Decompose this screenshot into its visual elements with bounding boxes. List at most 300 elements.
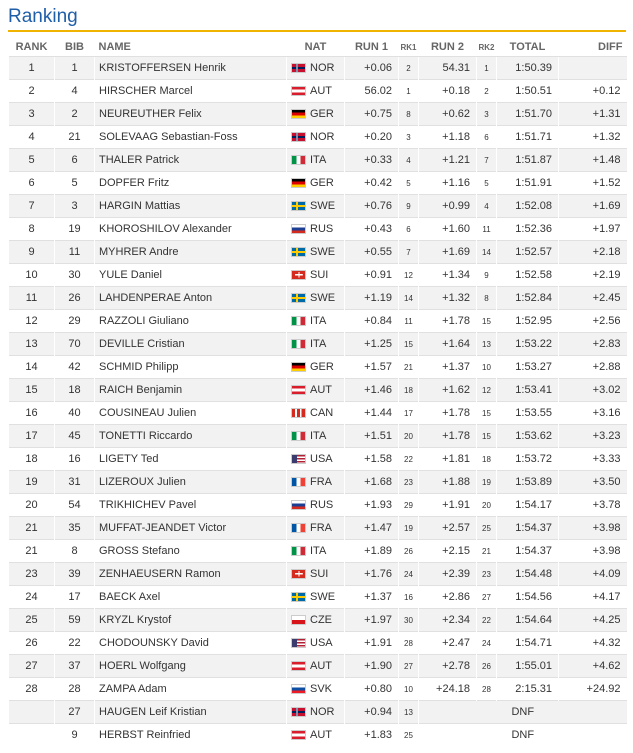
table-row[interactable] bbox=[9, 655, 627, 678]
run2-cell: +1.21 bbox=[419, 149, 477, 172]
run1-cell: +1.76 bbox=[345, 563, 399, 586]
rk2-cell: 10 bbox=[477, 356, 497, 379]
nat-cell bbox=[287, 494, 345, 517]
athlete-name-link[interactable]: KHOROSHILOV Alexander bbox=[95, 218, 287, 241]
nat-cell bbox=[287, 724, 345, 747]
rk1-cell: 27 bbox=[399, 655, 419, 678]
rk1-cell: 4 bbox=[399, 149, 419, 172]
nat-code: CZE bbox=[310, 614, 332, 626]
flag-icon bbox=[291, 684, 306, 694]
rk2-cell: 20 bbox=[477, 494, 497, 517]
nat-cell bbox=[287, 57, 345, 80]
rk2-cell: 21 bbox=[477, 540, 497, 563]
nat-cell bbox=[287, 425, 345, 448]
flag-icon bbox=[291, 132, 306, 142]
bib-cell: 42 bbox=[55, 356, 95, 379]
run1-cell: +0.94 bbox=[345, 701, 399, 724]
athlete-name-link[interactable]: SOLEVAAG Sebastian-Foss bbox=[95, 126, 287, 149]
run2-cell: +1.62 bbox=[419, 379, 477, 402]
rk1-cell: 18 bbox=[399, 379, 419, 402]
athlete-name-link[interactable]: TRIKHICHEV Pavel bbox=[95, 494, 287, 517]
diff-cell: +1.52 bbox=[559, 172, 627, 195]
rk2-cell: 7 bbox=[477, 149, 497, 172]
bib-cell: 17 bbox=[55, 586, 95, 609]
nat-code: GER bbox=[310, 177, 334, 189]
diff-cell: +3.33 bbox=[559, 448, 627, 471]
athlete-name-link[interactable]: RAZZOLI Giuliano bbox=[95, 310, 287, 333]
flag-icon bbox=[291, 247, 306, 257]
rank-cell: 21 bbox=[9, 540, 55, 563]
flag-icon bbox=[291, 109, 306, 119]
rk2-cell: 23 bbox=[477, 563, 497, 586]
nat-cell bbox=[287, 563, 345, 586]
rk1-cell: 22 bbox=[399, 448, 419, 471]
nat-cell bbox=[287, 632, 345, 655]
table-row[interactable] bbox=[9, 264, 627, 287]
nat-cell bbox=[287, 586, 345, 609]
run2-cell: +1.88 bbox=[419, 471, 477, 494]
rk1-cell: 12 bbox=[399, 264, 419, 287]
rk1-cell: 8 bbox=[399, 103, 419, 126]
nat-code: SWE bbox=[310, 591, 336, 603]
athlete-name-link[interactable]: GROSS Stefano bbox=[95, 540, 287, 563]
rk2-cell: 15 bbox=[477, 310, 497, 333]
rk1-cell: 26 bbox=[399, 540, 419, 563]
rk1-cell: 19 bbox=[399, 517, 419, 540]
nat-code: GER bbox=[310, 361, 334, 373]
athlete-name-link[interactable]: HERBST Reinfried bbox=[95, 724, 287, 747]
rk2-cell: 4 bbox=[477, 195, 497, 218]
run1-cell: +1.97 bbox=[345, 609, 399, 632]
rank-cell: 16 bbox=[9, 402, 55, 425]
athlete-name-link[interactable]: KRISTOFFERSEN Henrik bbox=[95, 57, 287, 80]
bib-cell: 30 bbox=[55, 264, 95, 287]
athlete-name-link[interactable]: LIGETY Ted bbox=[95, 448, 287, 471]
run1-cell: +0.55 bbox=[345, 241, 399, 264]
table-row[interactable] bbox=[9, 379, 627, 402]
nat-cell bbox=[287, 701, 345, 724]
rk1-cell: 11 bbox=[399, 310, 419, 333]
bib-cell: 21 bbox=[55, 126, 95, 149]
rk1-cell: 15 bbox=[399, 333, 419, 356]
rk1-cell: 20 bbox=[399, 425, 419, 448]
header-bib[interactable]: BIB bbox=[65, 41, 84, 53]
run2-cell: +1.78 bbox=[419, 310, 477, 333]
flag-icon bbox=[291, 86, 306, 96]
nat-code: NOR bbox=[310, 706, 335, 718]
run2-cell: +2.34 bbox=[419, 609, 477, 632]
flag-icon bbox=[291, 592, 306, 602]
nat-code: CAN bbox=[310, 407, 334, 419]
athlete-name-link[interactable]: KRYZL Krystof bbox=[95, 609, 287, 632]
table-row[interactable] bbox=[9, 310, 627, 333]
nat-code: ITA bbox=[310, 338, 327, 350]
nat-code: ITA bbox=[310, 154, 327, 166]
rk2-cell: 24 bbox=[477, 632, 497, 655]
bib-cell: 22 bbox=[55, 632, 95, 655]
flag-icon bbox=[291, 155, 306, 165]
flag-icon bbox=[291, 431, 306, 441]
athlete-name-link[interactable]: MUFFAT-JEANDET Victor bbox=[95, 517, 287, 540]
rank-cell: 25 bbox=[9, 609, 55, 632]
rk2-cell: 15 bbox=[477, 425, 497, 448]
bib-cell: 16 bbox=[55, 448, 95, 471]
nat-cell bbox=[287, 402, 345, 425]
run2-cell: +2.57 bbox=[419, 517, 477, 540]
run2-cell: +0.99 bbox=[419, 195, 477, 218]
nat-cell bbox=[287, 80, 345, 103]
diff-cell: +2.88 bbox=[559, 356, 627, 379]
table-row[interactable] bbox=[9, 356, 627, 379]
diff-cell: +4.25 bbox=[559, 609, 627, 632]
nat-cell bbox=[287, 517, 345, 540]
total-cell: 1:54.56 bbox=[497, 586, 559, 609]
athlete-name-link[interactable]: ZENHAEUSERN Ramon bbox=[95, 563, 287, 586]
nat-code: ITA bbox=[310, 430, 327, 442]
nat-code: USA bbox=[310, 637, 333, 649]
table-body bbox=[9, 57, 627, 747]
rank-cell: 18 bbox=[9, 448, 55, 471]
athlete-name-link[interactable]: NEUREUTHER Felix bbox=[95, 103, 287, 126]
rk1-cell: 7 bbox=[399, 241, 419, 264]
total-cell: 1:51.91 bbox=[497, 172, 559, 195]
total-cell: 1:52.36 bbox=[497, 218, 559, 241]
rk2-cell: 19 bbox=[477, 471, 497, 494]
table-row[interactable] bbox=[9, 540, 627, 563]
run1-cell: +1.93 bbox=[345, 494, 399, 517]
nat-code: USA bbox=[310, 453, 333, 465]
rank-cell: 17 bbox=[9, 425, 55, 448]
run2-cell: +1.69 bbox=[419, 241, 477, 264]
table-row[interactable] bbox=[9, 724, 627, 747]
header-total[interactable]: TOTAL bbox=[509, 41, 546, 53]
flag-icon bbox=[291, 477, 306, 487]
athlete-name-link[interactable]: DEVILLE Cristian bbox=[95, 333, 287, 356]
nat-cell bbox=[287, 333, 345, 356]
bib-cell: 18 bbox=[55, 379, 95, 402]
total-cell: 1:53.55 bbox=[497, 402, 559, 425]
nat-cell bbox=[287, 218, 345, 241]
diff-cell: +3.16 bbox=[559, 402, 627, 425]
table-row[interactable] bbox=[9, 609, 627, 632]
nat-cell bbox=[287, 195, 345, 218]
run1-cell: +1.47 bbox=[345, 517, 399, 540]
run2-cell: +1.78 bbox=[419, 402, 477, 425]
run2-cell: +1.81 bbox=[419, 448, 477, 471]
bib-cell: 8 bbox=[55, 540, 95, 563]
rank-cell: 9 bbox=[9, 241, 55, 264]
flag-icon bbox=[291, 178, 306, 188]
athlete-name-link[interactable]: DOPFER Fritz bbox=[95, 172, 287, 195]
athlete-name-link[interactable]: COUSINEAU Julien bbox=[95, 402, 287, 425]
rank-cell: 5 bbox=[9, 149, 55, 172]
nat-cell bbox=[287, 103, 345, 126]
table-row[interactable] bbox=[9, 103, 627, 126]
header-diff[interactable]: DIFF bbox=[598, 41, 623, 53]
total-cell: 1:51.70 bbox=[497, 103, 559, 126]
athlete-name-link[interactable]: SCHMID Philipp bbox=[95, 356, 287, 379]
table-row[interactable] bbox=[9, 701, 627, 724]
rk1-cell: 17 bbox=[399, 402, 419, 425]
total-cell: 1:52.95 bbox=[497, 310, 559, 333]
nat-code: SVK bbox=[310, 683, 333, 695]
athlete-name-link[interactable]: HAUGEN Leif Kristian bbox=[95, 701, 287, 724]
rk1-cell: 3 bbox=[399, 126, 419, 149]
bib-cell: 6 bbox=[55, 149, 95, 172]
rk2-cell: 2 bbox=[477, 80, 497, 103]
diff-cell: +2.83 bbox=[559, 333, 627, 356]
table-row[interactable] bbox=[9, 425, 627, 448]
flag-icon bbox=[291, 316, 306, 326]
table-row[interactable] bbox=[9, 241, 627, 264]
athlete-name-link[interactable]: HIRSCHER Marcel bbox=[95, 80, 287, 103]
header-run1[interactable]: RUN 1 bbox=[354, 41, 388, 53]
rk2-cell: 27 bbox=[477, 586, 497, 609]
total-cell: 1:52.58 bbox=[497, 264, 559, 287]
total-cell: 1:51.71 bbox=[497, 126, 559, 149]
athlete-name-link[interactable]: YULE Daniel bbox=[95, 264, 287, 287]
diff-cell: +1.97 bbox=[559, 218, 627, 241]
bib-cell: 29 bbox=[55, 310, 95, 333]
diff-cell: +3.98 bbox=[559, 540, 627, 563]
rank-cell bbox=[9, 724, 55, 747]
title-divider bbox=[8, 30, 626, 32]
rk1-cell: 25 bbox=[399, 724, 419, 747]
run2-cell: +2.39 bbox=[419, 563, 477, 586]
rank-cell: 2 bbox=[9, 80, 55, 103]
rk2-cell: 22 bbox=[477, 609, 497, 632]
athlete-name-link[interactable]: MYHRER Andre bbox=[95, 241, 287, 264]
bib-cell: 59 bbox=[55, 609, 95, 632]
nat-code: SWE bbox=[310, 246, 336, 258]
nat-code: RUS bbox=[310, 499, 334, 511]
rk2-cell: 18 bbox=[477, 448, 497, 471]
total-cell: 1:51.87 bbox=[497, 149, 559, 172]
bib-cell: 40 bbox=[55, 402, 95, 425]
nat-code: FRA bbox=[310, 522, 332, 534]
nat-cell bbox=[287, 149, 345, 172]
table-row[interactable] bbox=[9, 80, 627, 103]
bib-cell: 28 bbox=[55, 678, 95, 701]
table-row[interactable] bbox=[9, 287, 627, 310]
table-row[interactable] bbox=[9, 172, 627, 195]
rank-cell: 24 bbox=[9, 586, 55, 609]
nat-code: SWE bbox=[310, 292, 336, 304]
rk2-cell: 12 bbox=[477, 379, 497, 402]
athlete-name-link[interactable]: BAECK Axel bbox=[95, 586, 287, 609]
header-rk2[interactable]: RK2 bbox=[478, 42, 495, 52]
bib-cell: 3 bbox=[55, 195, 95, 218]
rank-cell: 12 bbox=[9, 310, 55, 333]
total-cell: 1:54.48 bbox=[497, 563, 559, 586]
bib-cell: 39 bbox=[55, 563, 95, 586]
run1-cell: +1.51 bbox=[345, 425, 399, 448]
athlete-name-link[interactable]: HOERL Wolfgang bbox=[95, 655, 287, 678]
rk1-cell: 24 bbox=[399, 563, 419, 586]
athlete-name-link[interactable]: TONETTI Riccardo bbox=[95, 425, 287, 448]
athlete-name-link[interactable]: CHODOUNSKY David bbox=[95, 632, 287, 655]
rk2-cell: 8 bbox=[477, 287, 497, 310]
rk1-cell: 23 bbox=[399, 471, 419, 494]
nat-cell bbox=[287, 609, 345, 632]
table-row[interactable] bbox=[9, 126, 627, 149]
athlete-name-link[interactable]: ZAMPA Adam bbox=[95, 678, 287, 701]
total-cell: 1:53.22 bbox=[497, 333, 559, 356]
rank-cell: 27 bbox=[9, 655, 55, 678]
run2-cell: 54.31 bbox=[419, 57, 477, 80]
bib-cell: 19 bbox=[55, 218, 95, 241]
run1-cell: +1.57 bbox=[345, 356, 399, 379]
rk2-cell: 25 bbox=[477, 517, 497, 540]
nat-code: AUT bbox=[310, 660, 332, 672]
table-row[interactable] bbox=[9, 57, 627, 80]
total-cell: 1:53.62 bbox=[497, 425, 559, 448]
rk2-cell: 13 bbox=[477, 333, 497, 356]
run2-cell: +1.91 bbox=[419, 494, 477, 517]
bib-cell: 31 bbox=[55, 471, 95, 494]
total-cell: 1:52.84 bbox=[497, 287, 559, 310]
run2-cell: +1.18 bbox=[419, 126, 477, 149]
diff-cell: +3.50 bbox=[559, 471, 627, 494]
table-row[interactable] bbox=[9, 563, 627, 586]
rk1-cell: 2 bbox=[399, 57, 419, 80]
run1-cell: +1.19 bbox=[345, 287, 399, 310]
rank-cell: 28 bbox=[9, 678, 55, 701]
bib-cell: 27 bbox=[55, 701, 95, 724]
run2-cell: +2.15 bbox=[419, 540, 477, 563]
table-row[interactable] bbox=[9, 195, 627, 218]
flag-icon bbox=[291, 707, 306, 717]
athlete-name-link[interactable]: THALER Patrick bbox=[95, 149, 287, 172]
nat-code: NOR bbox=[310, 62, 335, 74]
athlete-name-link[interactable]: LIZEROUX Julien bbox=[95, 471, 287, 494]
total-cell: 1:53.89 bbox=[497, 471, 559, 494]
rk2-cell: 3 bbox=[477, 103, 497, 126]
diff-cell: +0.12 bbox=[559, 80, 627, 103]
rk1-cell: 16 bbox=[399, 586, 419, 609]
rank-cell bbox=[9, 701, 55, 724]
header-nat[interactable]: NAT bbox=[304, 41, 327, 53]
header-rank[interactable]: RANK bbox=[15, 41, 48, 53]
rank-cell: 7 bbox=[9, 195, 55, 218]
total-cell: 1:52.08 bbox=[497, 195, 559, 218]
flag-icon bbox=[291, 661, 306, 671]
status-cell: DNF bbox=[419, 724, 627, 747]
flag-icon bbox=[291, 500, 306, 510]
diff-cell: +3.02 bbox=[559, 379, 627, 402]
rk1-cell: 13 bbox=[399, 701, 419, 724]
flag-icon bbox=[291, 339, 306, 349]
total-cell: 1:54.37 bbox=[497, 540, 559, 563]
run1-cell: +0.20 bbox=[345, 126, 399, 149]
table-row[interactable] bbox=[9, 448, 627, 471]
bib-cell: 4 bbox=[55, 80, 95, 103]
diff-cell: +1.48 bbox=[559, 149, 627, 172]
rk2-cell: 5 bbox=[477, 172, 497, 195]
flag-icon bbox=[291, 293, 306, 303]
rank-cell: 21 bbox=[9, 517, 55, 540]
bib-cell: 26 bbox=[55, 287, 95, 310]
rank-cell: 15 bbox=[9, 379, 55, 402]
athlete-name-link[interactable]: LAHDENPERAE Anton bbox=[95, 287, 287, 310]
flag-icon bbox=[291, 730, 306, 740]
rk2-cell: 9 bbox=[477, 264, 497, 287]
header-name[interactable]: NAME bbox=[98, 41, 131, 53]
run2-cell: +2.78 bbox=[419, 655, 477, 678]
total-cell: 1:53.27 bbox=[497, 356, 559, 379]
run2-cell: +1.64 bbox=[419, 333, 477, 356]
diff-cell: +2.45 bbox=[559, 287, 627, 310]
total-cell: 1:54.17 bbox=[497, 494, 559, 517]
diff-cell: +2.56 bbox=[559, 310, 627, 333]
table-row[interactable] bbox=[9, 586, 627, 609]
diff-cell bbox=[559, 57, 627, 80]
diff-cell: +4.62 bbox=[559, 655, 627, 678]
run1-cell: +1.37 bbox=[345, 586, 399, 609]
bib-cell: 70 bbox=[55, 333, 95, 356]
total-cell: 1:50.51 bbox=[497, 80, 559, 103]
header-run2[interactable]: RUN 2 bbox=[430, 41, 464, 53]
rk2-cell: 28 bbox=[477, 678, 497, 701]
table-row[interactable] bbox=[9, 494, 627, 517]
rank-cell: 19 bbox=[9, 471, 55, 494]
bib-cell: 11 bbox=[55, 241, 95, 264]
run1-cell: +1.46 bbox=[345, 379, 399, 402]
diff-cell: +1.69 bbox=[559, 195, 627, 218]
rank-cell: 8 bbox=[9, 218, 55, 241]
nat-code: ITA bbox=[310, 545, 327, 557]
bib-cell: 45 bbox=[55, 425, 95, 448]
run2-cell: +24.18 bbox=[419, 678, 477, 701]
rank-cell: 13 bbox=[9, 333, 55, 356]
table-row[interactable] bbox=[9, 333, 627, 356]
rk1-cell: 6 bbox=[399, 218, 419, 241]
diff-cell: +3.78 bbox=[559, 494, 627, 517]
bib-cell: 2 bbox=[55, 103, 95, 126]
athlete-name-link[interactable]: HARGIN Mattias bbox=[95, 195, 287, 218]
total-cell: 1:54.37 bbox=[497, 517, 559, 540]
flag-icon bbox=[291, 270, 306, 280]
table-row[interactable] bbox=[9, 678, 627, 701]
table-row[interactable] bbox=[9, 632, 627, 655]
total-cell: 1:55.01 bbox=[497, 655, 559, 678]
header-rk1[interactable]: RK1 bbox=[400, 42, 417, 52]
nat-code: SUI bbox=[310, 568, 329, 580]
rk2-cell: 11 bbox=[477, 218, 497, 241]
athlete-name-link[interactable]: RAICH Benjamin bbox=[95, 379, 287, 402]
flag-icon bbox=[291, 224, 306, 234]
run2-cell: +0.62 bbox=[419, 103, 477, 126]
run2-cell: +2.86 bbox=[419, 586, 477, 609]
table-row[interactable] bbox=[9, 517, 627, 540]
nat-cell bbox=[287, 287, 345, 310]
table-row[interactable] bbox=[9, 149, 627, 172]
table-row[interactable] bbox=[9, 218, 627, 241]
page-title: Ranking bbox=[8, 6, 78, 27]
table-row[interactable] bbox=[9, 471, 627, 494]
nat-code: SWE bbox=[310, 200, 336, 212]
table-row[interactable] bbox=[9, 402, 627, 425]
nat-code: AUT bbox=[310, 384, 332, 396]
flag-icon bbox=[291, 638, 306, 648]
nat-cell bbox=[287, 379, 345, 402]
flag-icon bbox=[291, 63, 306, 73]
flag-icon bbox=[291, 201, 306, 211]
run1-cell: +0.06 bbox=[345, 57, 399, 80]
nat-code: FRA bbox=[310, 476, 332, 488]
nat-cell bbox=[287, 310, 345, 333]
diff-cell: +1.32 bbox=[559, 126, 627, 149]
